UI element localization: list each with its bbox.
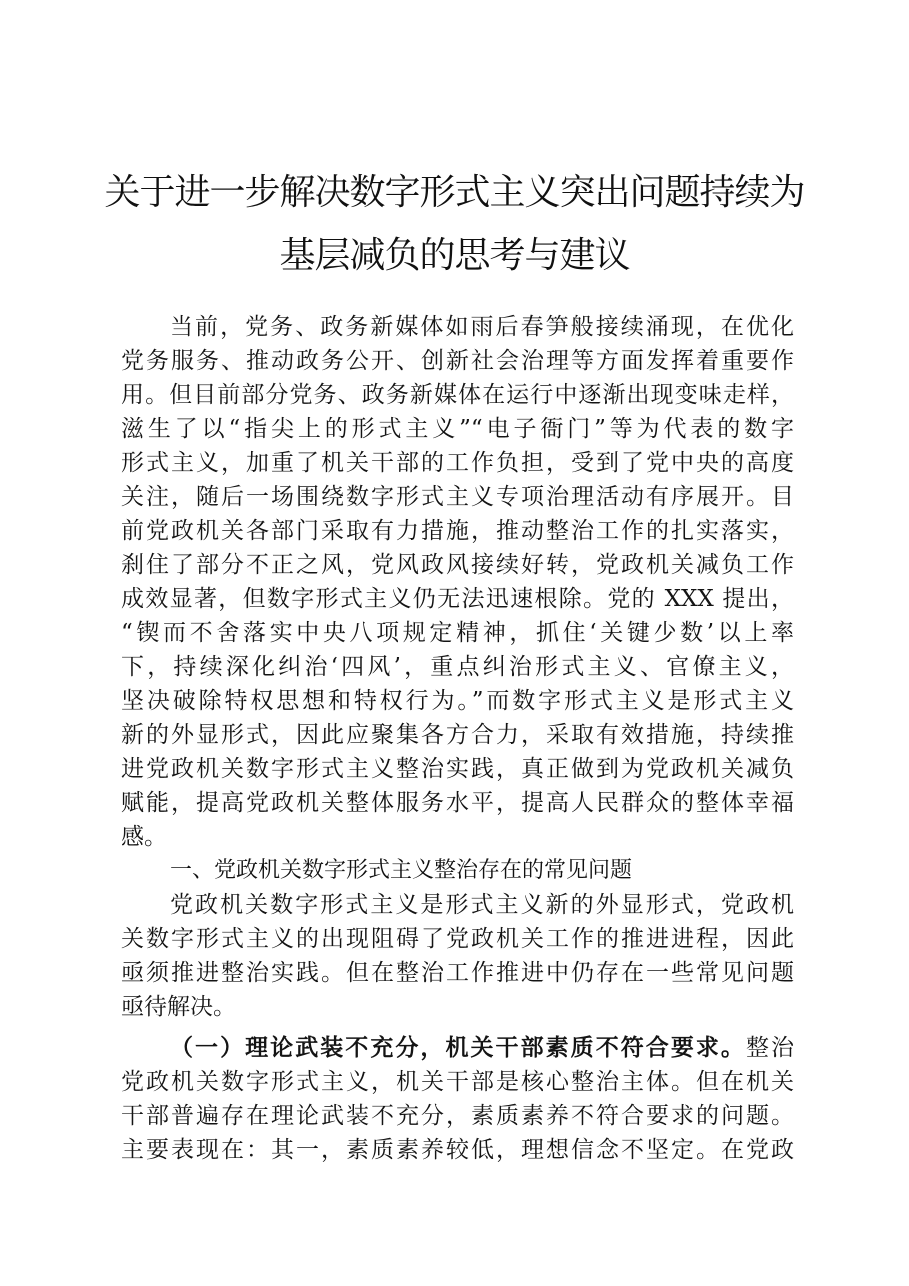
- document-title-line-2: 基层减负的思考与建议: [279, 235, 630, 276]
- paragraph-line: 成效显著，但数字形式主义仍无法迅速根除。党的 XXX 提出，: [121, 586, 794, 612]
- paragraph-line: 新的外显形式，因此应聚集各方合力，采取有效措施，持续推: [121, 722, 794, 748]
- paragraph-line: 赋能，提高党政机关整体服务水平，提高人民群众的整体幸福: [121, 790, 794, 816]
- paragraph-line: 滋生了以“指尖上的形式主义”“电子衙门”等为代表的数字: [121, 416, 794, 442]
- paragraph-line: 刹住了部分不正之风，党风政风接续好转，党政机关减负工作: [121, 552, 794, 578]
- paragraph-line: 关数字形式主义的出现阻碍了党政机关工作的推进进程，因此: [121, 926, 794, 952]
- paragraph-line: 关注，随后一场围绕数字形式主义专项治理活动有序展开。目: [121, 484, 794, 510]
- paragraph-line: 坚决破除特权思想和特权行为。”而数字形式主义是形式主义: [121, 688, 794, 714]
- paragraph-line: 下，持续深化纠治‘四风’，重点纠治形式主义、官僚主义，: [121, 654, 794, 680]
- section-heading: 一、党政机关数字形式主义整治存在的常见问题: [170, 858, 633, 883]
- paragraph-line: 用。但目前部分党务、政务新媒体在运行中逐渐出现变味走样，: [121, 382, 794, 408]
- paragraph-line: 当前，党务、政务新媒体如雨后春笋般接续涌现，在优化: [170, 314, 794, 340]
- paragraph-line: [170, 1031, 794, 1065]
- paragraph-line: 亟待解决。: [121, 994, 236, 1020]
- paragraph-line: 亟须推进整治实践。但在整治工作推进中仍存在一些常见问题: [121, 960, 794, 986]
- paragraph-line: 感。: [121, 824, 167, 850]
- paragraph-line: 主要表现在：其一，素质素养较低，理想信念不坚定。在党政: [121, 1137, 794, 1163]
- document-title-line-1: 关于进一步解决数字形式主义突出问题持续为: [104, 172, 805, 213]
- paragraph-line: 党政机关数字形式主义是形式主义新的外显形式，党政机: [170, 892, 794, 918]
- paragraph-line: 党务服务、推动政务公开、创新社会治理等方面发挥着重要作: [121, 348, 794, 374]
- paragraph-line: 党政机关数字形式主义，机关干部是核心整治主体。但在机关: [121, 1069, 794, 1095]
- paragraph-line: 进党政机关数字形式主义整治实践，真正做到为党政机关减负: [121, 756, 794, 782]
- paragraph-line: 形式主义，加重了机关干部的工作负担，受到了党中央的高度: [121, 450, 794, 476]
- paragraph-line: 干部普遍存在理论武装不充分，素质素养不符合要求的问题。: [121, 1103, 794, 1129]
- paragraph-text: 整治: [745, 1035, 795, 1061]
- paragraph-line: “锲而不舍落实中央八项规定精神，抓住‘关键少数’以上率: [121, 620, 794, 646]
- paragraph-line: 前党政机关各部门采取有力措施，推动整治工作的扎实落实，: [121, 518, 794, 544]
- sub-heading: （一）理论武装不充分，机关干部素质不符合要求。: [170, 1034, 746, 1061]
